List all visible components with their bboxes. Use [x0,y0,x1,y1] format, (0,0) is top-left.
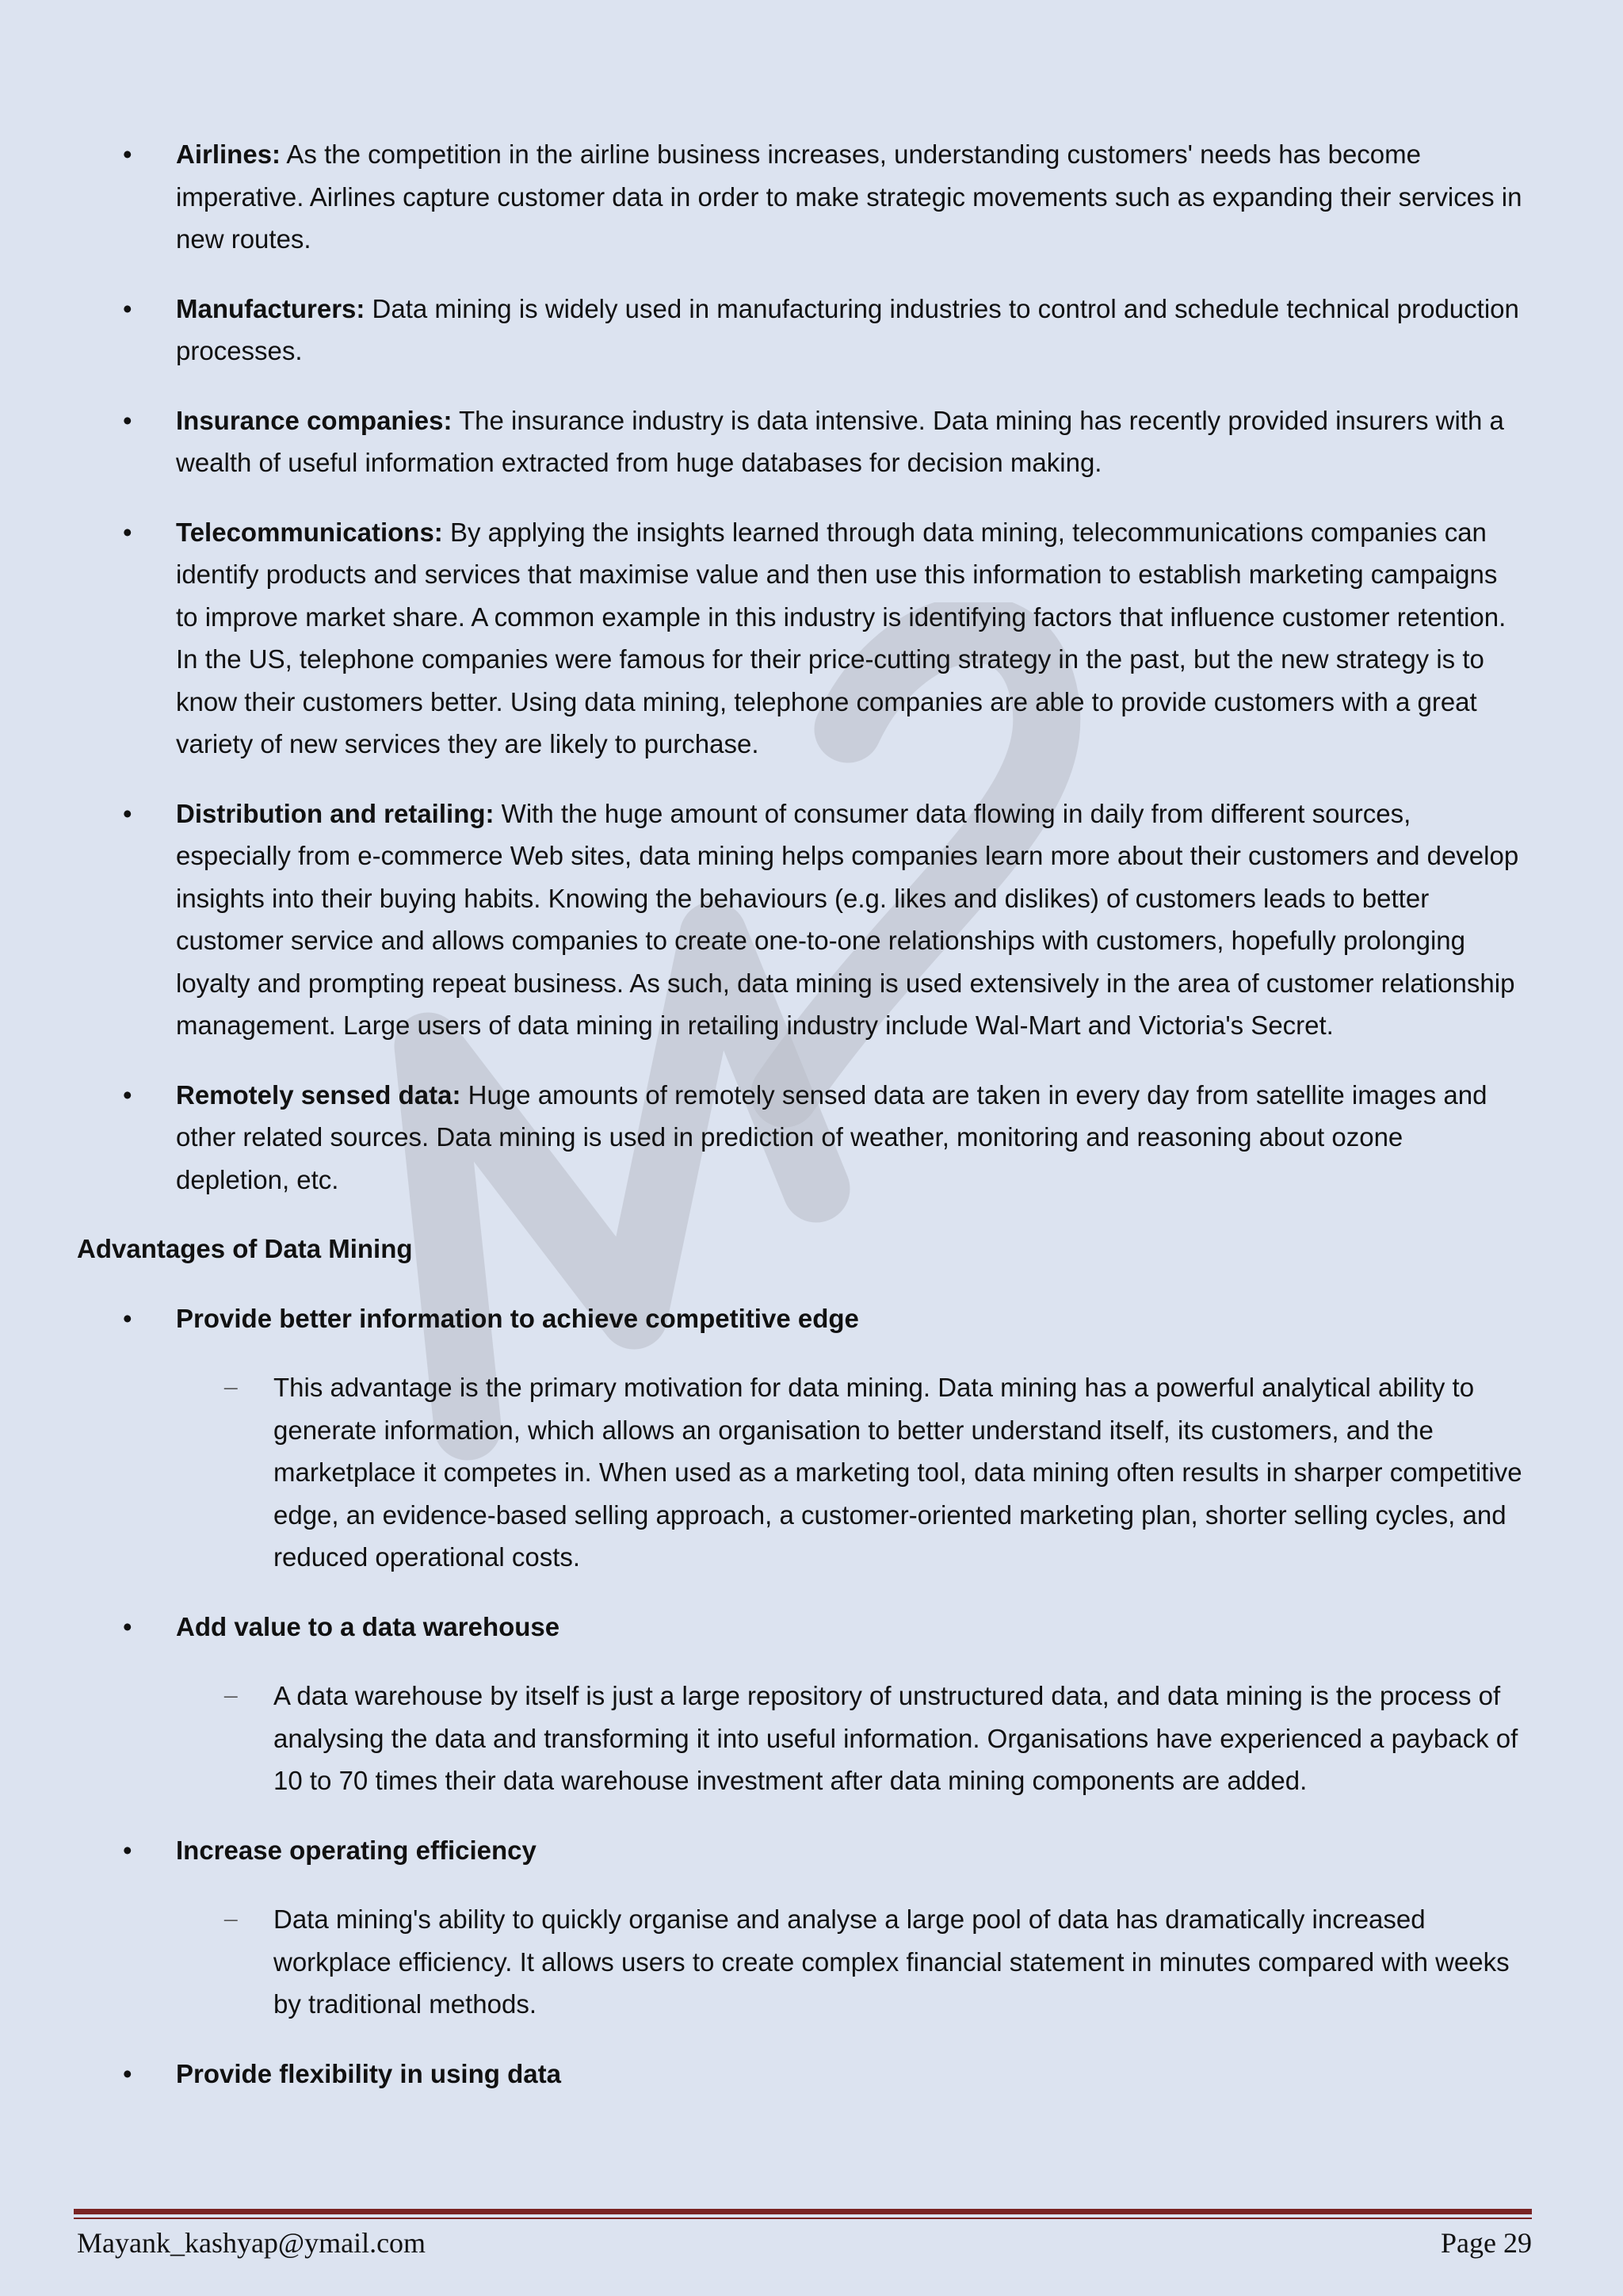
bullet-marker: • [123,1835,132,1865]
list-item-insurance [123,399,1523,484]
advantage-item-data-warehouse [123,1606,1523,1648]
footer-divider [74,2209,1532,2214]
bullet-marker: • [123,517,132,547]
dash-marker: – [224,1681,238,1710]
list-item-remotely-sensed [123,1074,1523,1201]
advantage-detail [224,1675,1526,1802]
section-heading: Advantages of Data Mining [77,1234,413,1263]
term-description: Huge amounts of remotely sensed data are taken in every day from satellite images and other related sources. Data mining is used in prediction of weather, monitoring and reasoning about ozone depletion, etc. [176,1079,1487,1194]
term-label: Insurance companies: [176,405,453,435]
advantage-title: Increase operating efficiency [176,1835,537,1865]
term-description: The insurance industry is data intensive. Data mining has recently provided insurers with a wealth of useful information extracted from huge databases for decision making. [176,405,1504,477]
advantage-detail [224,1898,1526,2026]
list-item-telecommunications [123,511,1523,766]
term-label: Remotely sensed data: [176,1079,461,1110]
bullet-marker: • [123,798,132,828]
bullet-marker: • [123,1079,132,1110]
term-label: Manufacturers: [176,293,365,323]
advantage-detail [224,1366,1526,1579]
advantage-detail-text: This advantage is the primary motivation for data mining. Data mining has a powerful analytical ability to generate information, which allows an organisation to better understand itself, its customers, and the marketplace it competes in. When used as a marketing tool, data mining often results in sharper competitive edge, an evidence-based selling approach, a customer-oriented marketing plan, shorter selling cycles, and reduced operational costs. [273,1373,1522,1572]
term-description: By applying the insights learned through data mining, telecommunications companies can identify products and services that maximise value and then use this information to establish marketing campaigns to improve market share. A common example in this industry is identifying factors that influence customer retention. In the US, telephone companies were famous for their price-cutting strategy in the past, but the new strategy is to know their customers better. Using data mining, telephone companies are able to provide customers with a great variety of new services they are likely to purchase. [176,517,1507,758]
advantage-title: Provide flexibility in using data [176,2058,561,2088]
term-description: With the huge amount of consumer data flowing in daily from different sources, especially from e-commerce Web sites, data mining helps companies learn more about their customers and develop insights into their buying habits. Knowing the behaviours (e.g. likes and dislikes) of customers leads to better customer service and allows companies to create one-to-one relationships with customers, hopefully prolonging loyalty and prompting repeat business. As such, data mining is used extensively in the area of customer relationship management. Large users of data mining in retailing industry include Wal-Mart and Victoria's Secret. [176,798,1519,1040]
term-label: Distribution and retailing: [176,798,495,828]
list-item-manufacturers [123,288,1523,372]
term-description: Data mining is widely used in manufacturing industries to control and schedule technical production processes. [176,293,1519,365]
bullet-marker: • [123,1303,132,1333]
advantage-detail-text: A data warehouse by itself is just a large repository of unstructured data, and data mining is the process of analysing the data and transforming it into useful information. Organisations have experienced a payback of 10 to 70 times their data warehouse investment after data mining components are added. [273,1681,1518,1795]
dash-marker: – [224,1373,238,1401]
term-description: As the competition in the airline business increases, understanding customers' needs has become imperative. Airlines capture customer data in order to make strategic movements such as expanding their services in new routes. [176,139,1522,254]
advantage-item-operating-efficiency [123,1829,1523,1872]
term-label: Telecommunications: [176,517,443,547]
advantage-title: Add value to a data warehouse [176,1611,560,1641]
dash-marker: – [224,1904,238,1933]
footer-email: Mayank_kashyap@ymail.com [77,2227,426,2259]
advantage-item-flexibility [123,2053,1523,2095]
bullet-marker: • [123,293,132,323]
list-item-airlines [123,133,1523,261]
list-item-distribution-retailing [123,793,1523,1047]
advantage-item-competitive-edge [123,1297,1523,1340]
bullet-marker: • [123,2058,132,2088]
advantage-detail-text: Data mining's ability to quickly organise and analyse a large pool of data has dramatically increased workplace efficiency. It allows users to create complex financial statement in minutes compared with weeks by traditional methods. [273,1904,1510,2019]
advantage-title: Provide better information to achieve competitive edge [176,1303,859,1333]
bullet-marker: • [123,405,132,435]
page-number: Page 29 [1441,2227,1532,2259]
bullet-marker: • [123,139,132,169]
bullet-marker: • [123,1611,132,1641]
term-label: Airlines: [176,139,281,169]
page-content [0,133,1623,2122]
footer-divider-thin [74,2218,1532,2219]
